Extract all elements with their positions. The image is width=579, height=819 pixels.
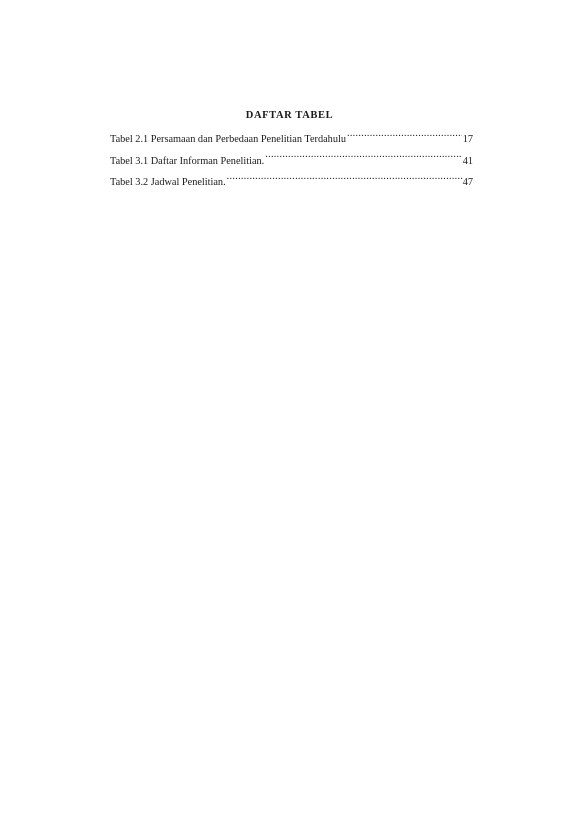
toc-entry-page-number: 41 — [462, 155, 473, 167]
toc-entry-label: Tabel 3.2 Jadwal Penelitian. — [110, 177, 226, 188]
table-of-tables — [110, 129, 473, 194]
page-title: DAFTAR TABEL — [245, 110, 334, 121]
toc-entry — [110, 129, 473, 151]
dot-leader — [347, 131, 462, 142]
toc-entry-page-number: 17 — [462, 134, 473, 145]
toc-entry — [110, 172, 473, 194]
toc-entry-label: Tabel 3.1 Daftar Informan Penelitian. — [110, 155, 265, 167]
dot-leader — [265, 153, 461, 164]
dot-leader — [227, 174, 462, 185]
toc-entry-page-number: 47 — [462, 177, 473, 188]
toc-entry — [110, 151, 473, 173]
toc-entry-label: Tabel 2.1 Persamaan dan Perbedaan Penelitian Terdahulu — [110, 134, 346, 145]
